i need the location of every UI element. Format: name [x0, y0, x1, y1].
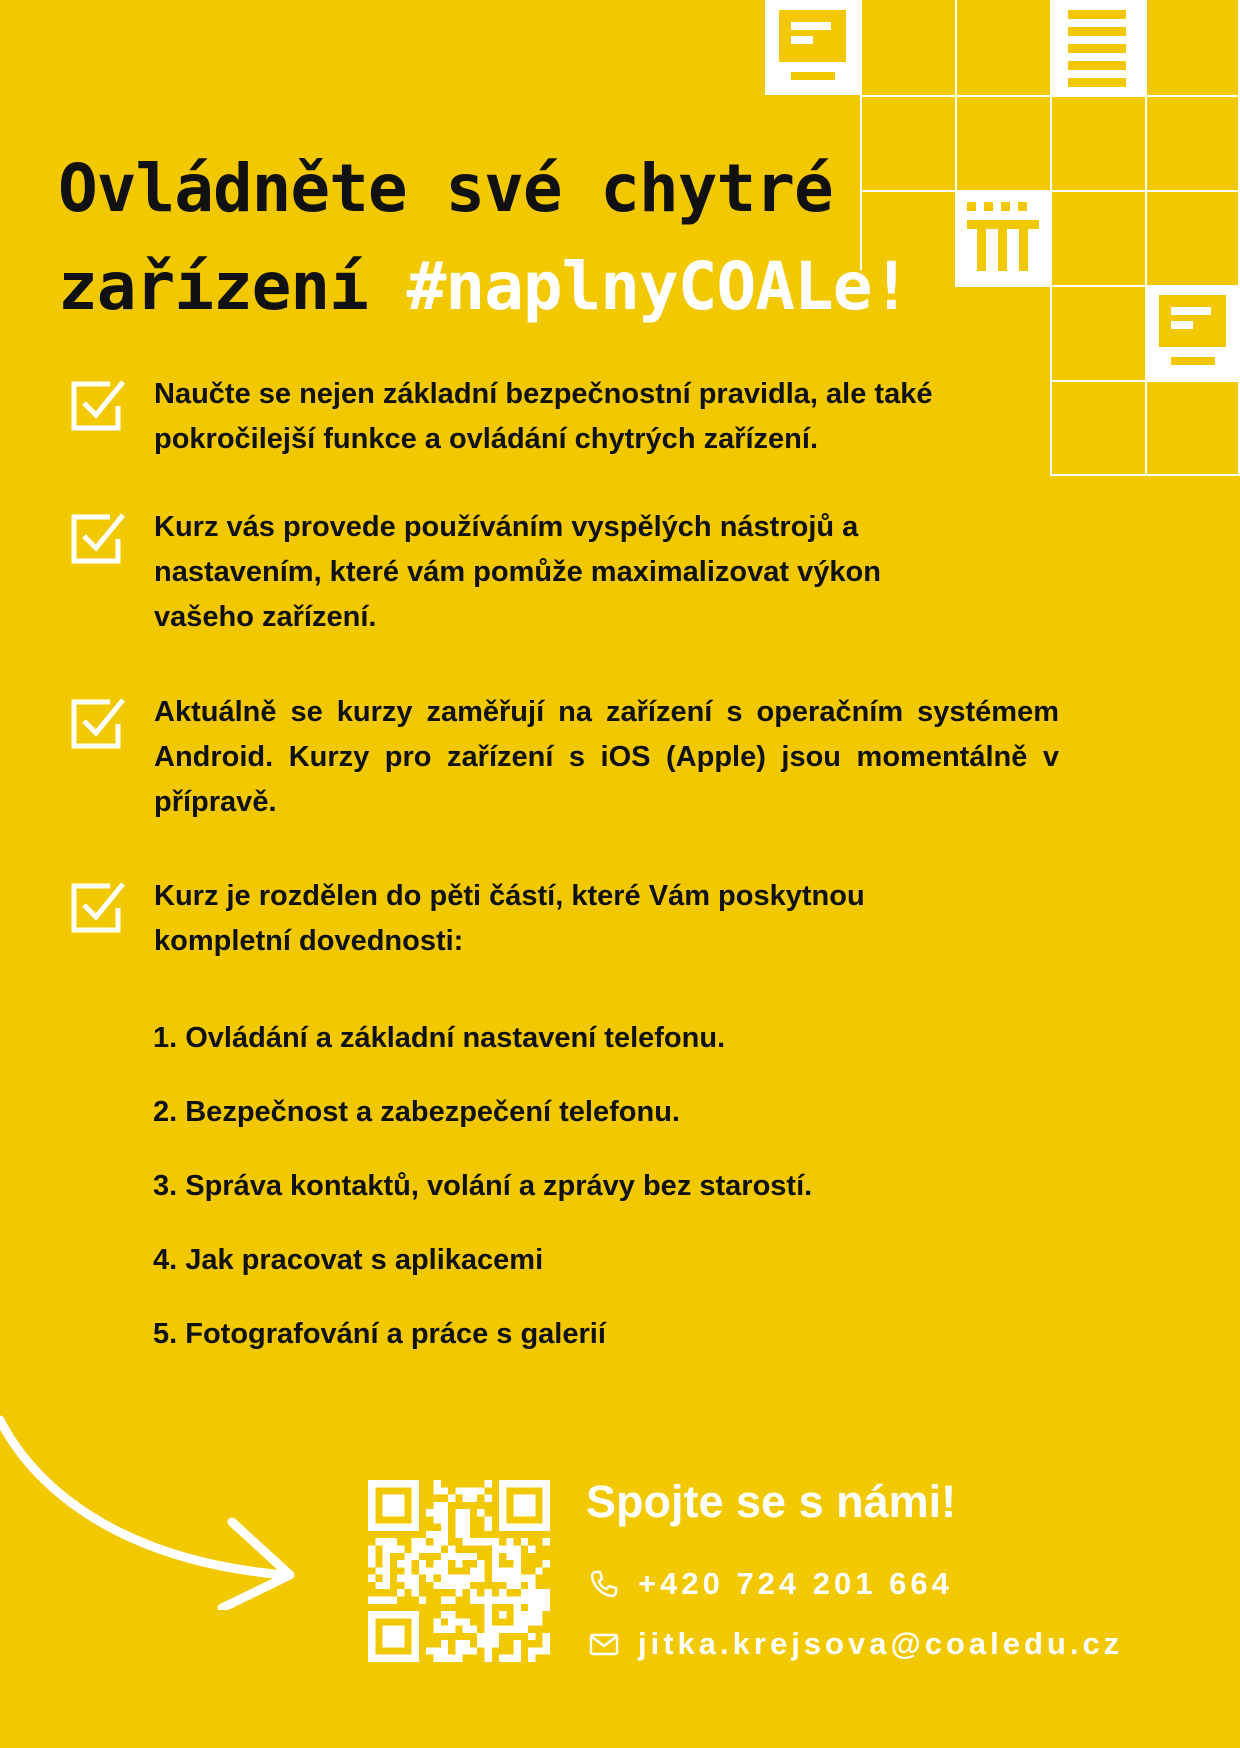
- check-square-icon: [70, 376, 126, 432]
- course-parts-list: [153, 1016, 812, 1386]
- phone-contact[interactable]: [588, 1564, 953, 1604]
- check-square-icon: [70, 694, 126, 750]
- list-item: 4. Jak pracovat s aplikacemi: [153, 1244, 544, 1276]
- list-item: 2. Bezpečnost a zabezpečení telefonu.: [153, 1096, 680, 1128]
- bullet-text: Aktuálně se kurzy zaměřují na zařízení s operačním systémem Android. Kurzy pro zařízení s iOS (Apple) jsou momentálně v přípravě.: [154, 696, 1059, 818]
- bullet-text: Kurz vás provede používáním vyspělých nástrojů a nastavením, které vám pomůže maximalizovat výkon vašeho zařízení.: [154, 511, 881, 633]
- list-item: 1. Ovládání a základní nastavení telefonu.: [153, 1022, 726, 1054]
- mail-icon: [588, 1628, 620, 1660]
- email-contact[interactable]: [588, 1624, 1123, 1664]
- curved-arrow-icon: [0, 1410, 310, 1610]
- contact-title: Spojte se s námi!: [586, 1476, 957, 1527]
- check-square-icon: [70, 878, 126, 934]
- check-square-icon: [70, 509, 126, 565]
- bullet-text: Kurz je rozdělen do pěti částí, které Vám poskytnou kompletní dovednosti:: [154, 880, 865, 957]
- hashtag: #naplnyCOALe!: [406, 248, 911, 325]
- email-address[interactable]: jitka.krejsova@coaledu.cz: [638, 1626, 1124, 1661]
- page-title: [58, 140, 938, 336]
- phone-icon: [588, 1568, 620, 1600]
- bars-tile-icon: [955, 190, 1050, 285]
- bullet-text: Naučte se nejen základní bezpečnostní pravidla, ale také pokročilejší funkce a ovládání chytrých zařízení.: [154, 378, 933, 455]
- text-lines-tile-icon: [1050, 0, 1145, 95]
- document-tile-icon: [1145, 285, 1240, 380]
- title-line-2: zařízení: [58, 248, 407, 325]
- list-item: 3. Správa kontaktů, volání a zprávy bez starostí.: [153, 1170, 813, 1202]
- title-line-1: Ovládněte své chytré: [58, 150, 833, 227]
- list-item: 5. Fotografování a práce s galerií: [153, 1318, 606, 1350]
- phone-number[interactable]: +420 724 201 664: [638, 1566, 953, 1601]
- document-tile-icon: [765, 0, 860, 95]
- qr-code-icon[interactable]: [368, 1480, 550, 1662]
